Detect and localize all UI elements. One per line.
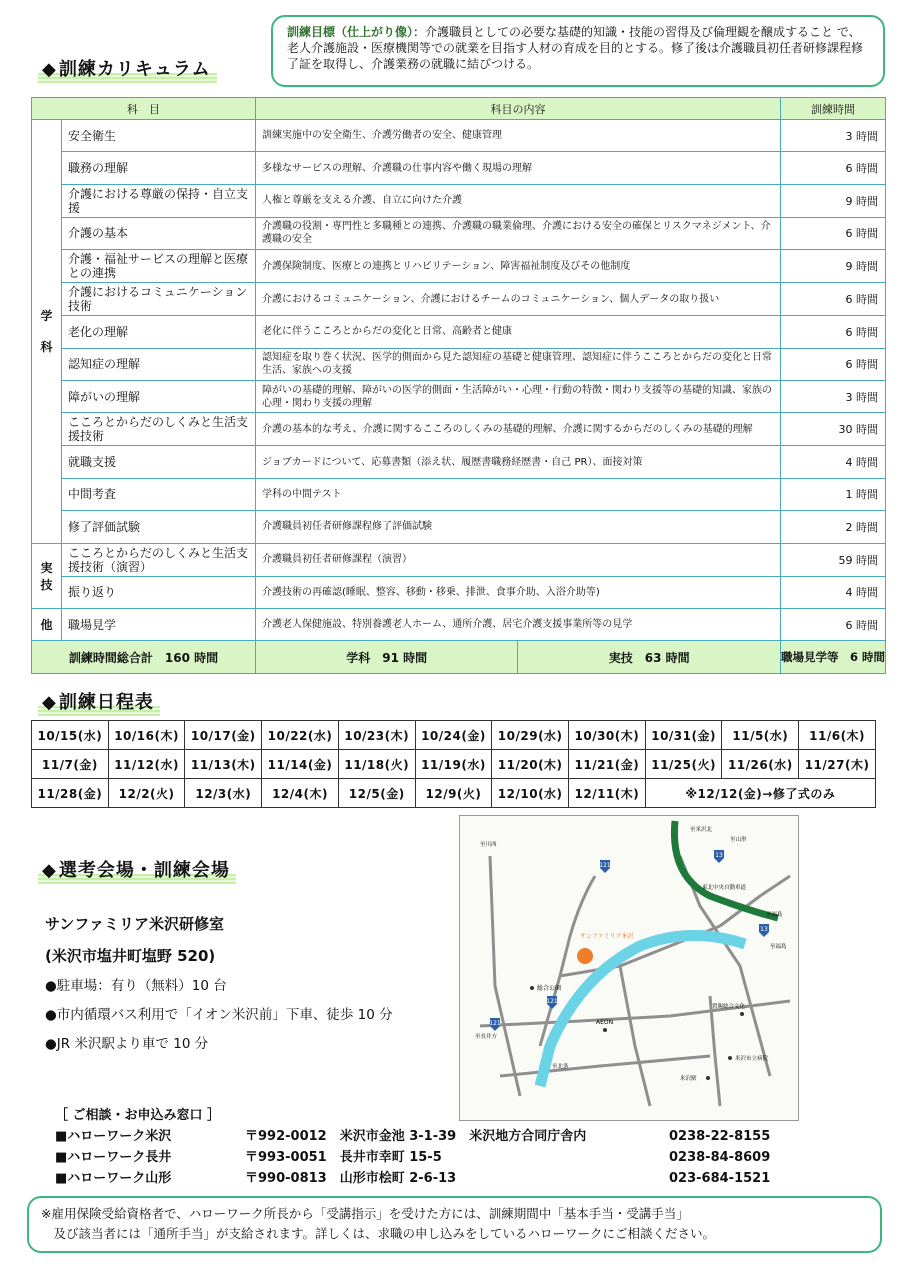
header-subject: 科 目 [32,98,256,120]
subject-hours: 9 時間 [780,184,885,217]
road-east [710,996,720,1106]
schedule-date: 11/5(水) [722,721,799,750]
schedule-date: 11/7(金) [32,750,109,779]
table-row [32,543,886,576]
schedule-date: 11/25(火) [645,750,722,779]
subject-desc: 介護におけるコミュニケーション、介護におけるチームのコミュニケーション、個人データの取り扱い [256,283,781,316]
dir-kawanishi: 至川西 [480,842,497,848]
schedule-date: 10/29(水) [492,721,569,750]
table-row [32,250,886,283]
table-row [32,380,886,412]
subject-desc: 障がいの基礎的理解、障がいの医学的側面・生活障がい・心理・行動の特徴・関わり支援等の基礎的知識、家族の心理・関わり支援の理解 [256,380,781,412]
schedule-date: 11/28(金) [32,779,109,808]
subject-name: こころとからだのしくみと生活支援技術（演習） [62,543,256,576]
schedule-row [32,779,876,808]
poi-dot [706,1076,710,1080]
dir-yonezawa-n: 至米沢北 [690,827,713,833]
subject-name: 中間考査 [62,478,256,510]
office-address: 〒990-0813 山形市桧町 2-6-13 [245,1171,457,1186]
total-jitsugi: 実技 63 時間 [518,641,780,673]
schedule-date: 10/15(水) [32,721,109,750]
office-tel: 0238-84-8609 [669,1150,771,1165]
allowance-note [27,1196,882,1253]
subject-desc: 介護の基本的な考え、介護に関するこころのしくみの基礎的理解、介護に関するからだのしくみの基礎的理解 [256,413,781,446]
subject-name: 就職支援 [62,446,256,478]
schedule-date: 12/11(木) [569,779,646,808]
schedule-date: 11/26(水) [722,750,799,779]
subject-hours: 4 時間 [780,576,885,608]
schedule-table [31,720,876,808]
route-13-text-1: 13 [715,852,723,859]
subject-hours: 1 時間 [780,478,885,510]
totals-inner [256,641,780,673]
expressway-label: 東北中央自動車道 [702,885,747,891]
schedule-row [32,750,876,779]
schedule-date: 11/6(木) [799,721,876,750]
subject-name: 老化の理解 [62,316,256,348]
diamond-icon: ◆ [42,692,57,713]
subject-desc: ジョブカードについて、応募書類（添え状、履歴書職務経歴書・自己 PR）、面接対策 [256,446,781,478]
schedule-date: 11/14(金) [262,750,339,779]
route-13-text-2: 13 [760,926,768,933]
poi-dot [728,1056,732,1060]
schedule-date: 11/18(火) [338,750,415,779]
contact-row [55,1147,771,1168]
table-row [32,446,886,478]
subject-hours: 6 時間 [780,608,885,640]
subject-hours: 30 時間 [780,413,885,446]
schedule-date: 10/22(水) [262,721,339,750]
subject-desc: 認知症を取り巻く状況、医学的側面から見た認知症の基礎と健康管理、認知症に伴うこころとからだの変化と日常生活、家族への支援 [256,348,781,380]
schedule-date: 12/9(火) [415,779,492,808]
subject-desc: 多様なサービスの理解、介護職の仕事内容や働く現場の理解 [256,152,781,184]
diamond-icon: ◆ [42,59,57,80]
venue-title: ◆ 選考会場・訓練会場 [38,856,236,884]
header-hours: 訓練時間 [780,98,885,120]
office-address: 〒992-0012 米沢市金池 3-1-39 米沢地方合同庁舎内 [245,1129,587,1144]
table-row [32,120,886,152]
venue-info [45,908,393,1059]
subject-name: 介護における尊厳の保持・自立支援 [62,184,256,217]
venue-marker-icon [577,948,593,964]
subject-desc: 介護職の役割・専門性と多職種との連携、介護職の職業倫理、介護における安全の確保とリスクマネジメント、介護職の安全 [256,217,781,249]
schedule-date: 11/13(木) [185,750,262,779]
table-row [32,184,886,217]
route-121-text-2: 121 [546,998,558,1005]
schedule-date: 11/20(木) [492,750,569,779]
table-row [32,608,886,640]
schedule-title: ◆ 訓練日程表 [38,688,160,716]
route-13-badge [759,924,769,937]
subject-desc: 介護職員初任者研修課程（演習） [256,543,781,576]
schedule-date: 11/19(水) [415,750,492,779]
road-west [490,856,520,1096]
subject-desc: 介護保険制度、医療との連携とリハビリテーション、障害福祉制度及びその他制度 [256,250,781,283]
subject-hours: 3 時間 [780,120,885,152]
venue-parking: ●駐車場：有り（無料）10 台 [45,978,227,994]
subject-name: 障がいの理解 [62,380,256,412]
subject-name: 介護におけるコミュニケーション技術 [62,283,256,316]
schedule-date: 12/10(水) [492,779,569,808]
poi-sogo-label: 総合公園 [537,985,562,992]
subject-hours: 9 時間 [780,250,885,283]
subject-hours: 6 時間 [780,217,885,249]
map-roads [480,856,790,1106]
venue-train: ●JR 米沢駅より車で 10 分 [45,1036,209,1052]
contact-section [55,1104,771,1189]
subject-name: 振り返り [62,576,256,608]
note-line-1: ※雇用保険受給資格者で、ハローワーク所長から「受講指示」を受けた方には、訓練期間中「基本手当・受講手当」 [41,1206,689,1221]
dir-yamagata: 至山形 [730,837,747,843]
schedule-date: 12/5(金) [338,779,415,808]
route-121-text-3: 121 [489,1020,501,1027]
schedule-date: 12/4(木) [262,779,339,808]
total-kengaku: 職場見学等 6 時間 [780,641,885,674]
subject-name: こころとからだのしくみと生活支援技術 [62,413,256,446]
road-mid [620,966,650,1106]
totals-row [32,641,886,674]
schedule-date: 12/2(火) [108,779,185,808]
category-jitsugi: 実 技 [32,543,62,608]
poi-hospital-label: 米沢市立病院 [735,1056,769,1062]
table-row [32,511,886,543]
subject-hours: 3 時間 [780,380,885,412]
schedule-date: 10/23(木) [338,721,415,750]
header-content: 科目の内容 [256,98,781,120]
schedule-date: 11/27(木) [799,750,876,779]
poi-bunka-label: 置賜総合文化 [712,1004,746,1010]
note-line-2: 及び該当者には「通所手当」が支給されます。詳しくは、求職の申し込みをしているハローワークにご相談ください。 [41,1226,716,1241]
subject-name: 安全衛生 [62,120,256,152]
dir-nagai: 至長井方 [475,1034,498,1040]
venue-bus: ●市内循環バス利用で「イオン米沢前」下車、徒歩 10 分 [45,1007,393,1023]
subject-hours: 4 時間 [780,446,885,478]
poi-aeon-label: AEON [596,1019,614,1026]
route-121-badge [546,996,558,1009]
venue-address: (米沢市塩井町塩野 520) [45,947,216,965]
curriculum-table [31,97,886,674]
schedule-date: 10/17(金) [185,721,262,750]
totals-split [256,641,781,674]
subject-name: 修了評価試験 [62,511,256,543]
route-121-badge [599,860,611,873]
office-tel: 0238-22-8155 [669,1129,771,1144]
expressway-line [674,821,778,918]
contact-row [55,1126,771,1147]
curriculum-title: ◆ 訓練カリキュラム [38,55,217,83]
poi-station-label: 米沢駅 [680,1076,697,1082]
subject-desc: 介護技術の再確認(睡眠、整容、移動・移乗、排泄、食事介助、入浴介助等) [256,576,781,608]
schedule-body [32,721,876,808]
subject-name: 職務の理解 [62,152,256,184]
route-121-badge [489,1018,501,1031]
contact-row [55,1168,771,1189]
office-address: 〒993-0051 長井市幸町 15-5 [245,1150,442,1165]
dir-fukushima: 至福島 [766,912,783,918]
table-row [32,413,886,446]
subject-hours: 2 時間 [780,511,885,543]
office-tel: 023-684-1521 [669,1171,771,1186]
contact-title: ［ ご相談・お申込み窓口 ］ [55,1108,221,1123]
goal-label: 訓練目標（仕上がり像）： [287,25,426,39]
subject-name: 介護の基本 [62,217,256,249]
subject-desc: 人権と尊厳を支える介護、自立に向けた介護 [256,184,781,217]
subject-desc: 介護職員初任者研修課程修了評価試験 [256,511,781,543]
poi-dot [603,1028,607,1032]
poi-dot [530,986,534,990]
category-gakka: 学 科 [32,120,62,544]
subject-hours: 6 時間 [780,348,885,380]
route-13-badge [714,850,724,863]
schedule-date: 11/21(金) [569,750,646,779]
subject-desc: 訓練実施中の安全衛生、介護労働者の安全、健康管理 [256,120,781,152]
table-row [32,217,886,249]
subject-hours: 6 時間 [780,152,885,184]
schedule-date: 11/12(水) [108,750,185,779]
totals-inner-row [256,641,780,673]
office-name: ■ハローワーク山形 [55,1171,172,1186]
office-name: ■ハローワーク米沢 [55,1129,172,1144]
access-map [459,815,799,1121]
route-121-text-1: 121 [599,862,611,869]
diamond-icon: ◆ [42,860,57,881]
subject-hours: 59 時間 [780,543,885,576]
total-gakka: 学科 91 時間 [256,641,518,673]
training-goal-box [271,15,885,87]
office-name: ■ハローワーク長井 [55,1150,172,1165]
table-row [32,316,886,348]
subject-desc: 老化に伴うこころとからだの変化と日常、高齢者と健康 [256,316,781,348]
table-row [32,576,886,608]
dir-kitano: 至北条 [552,1064,569,1070]
table-row [32,283,886,316]
venue-name: サンファミリア米沢研修室 [45,915,224,933]
schedule-date: 10/16(木) [108,721,185,750]
schedule-final-note: ※12/12(金)→修了式のみ [645,779,875,808]
schedule-date: 10/30(木) [569,721,646,750]
schedule-date: 10/24(金) [415,721,492,750]
venue-map-label: サンファミリア米沢 [580,933,634,940]
subject-name: 介護・福祉サービスの理解と医療との連携 [62,250,256,283]
subject-name: 認知症の理解 [62,348,256,380]
table-header-row [32,98,886,120]
total-all: 訓練時間総合計 160 時間 [32,641,256,674]
table-row [32,152,886,184]
table-row [32,348,886,380]
poi-dot [740,1012,744,1016]
subject-desc: 介護老人保健施設、特別養護老人ホーム、通所介護、居宅介護支援事業所等の見学 [256,608,781,640]
schedule-date: 12/3(水) [185,779,262,808]
schedule-row [32,721,876,750]
map-svg [460,816,800,1122]
subject-desc: 学科の中間テスト [256,478,781,510]
subject-hours: 6 時間 [780,316,885,348]
road-south [500,1056,710,1076]
schedule-date: 10/31(金) [645,721,722,750]
goal-text: 介護職員としての必要な基礎的知識・技能の習得及び倫理観を醸成すること で、老人介護施設・医療機関等での就業を目指す人材の育成を目的とする。修了後は介護職員初任者研修課程修了証を取得し、介護業務の就職に結びつける。 [287,25,864,71]
subject-hours: 6 時間 [780,283,885,316]
dir-fukushima-2: 至福島 [770,944,787,950]
subject-name: 職場見学 [62,608,256,640]
table-row [32,478,886,510]
category-other: 他 [32,608,62,640]
